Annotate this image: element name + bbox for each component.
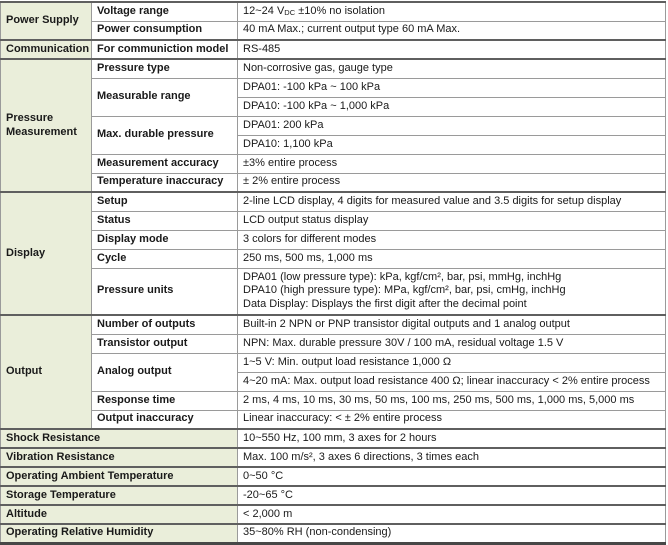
spec-label-cycle: Cycle	[92, 249, 238, 268]
spec-label-temperature-inaccuracy: Temperature inaccuracy	[92, 173, 238, 192]
table-row	[1, 21, 666, 40]
category-cell-output: Output	[1, 315, 92, 429]
spec-label-max-durable-pressure: Max. durable pressure	[92, 116, 238, 154]
spec-value-operating-relative-humidity: 35~80% RH (non-condensing)	[238, 524, 666, 543]
table-row	[1, 353, 666, 372]
table-row	[1, 334, 666, 353]
pressure-units-line-dpa01: DPA01 (low pressure type): kPa, kgf/cm², bar, psi, mmHg, inchHg	[243, 270, 562, 283]
table-row	[1, 391, 666, 410]
pressure-units-line-dpa10: DPA10 (high pressure type): MPa, kgf/cm², bar, psi, cmHg, inchHg	[243, 284, 566, 297]
spec-value-vibration-resistance: Max. 100 m/s², 3 axes 6 directions, 3 times each	[238, 448, 666, 467]
spec-value-power-consumption: 40 mA Max.; current output type 60 mA Max.	[238, 21, 666, 40]
spec-value-shock-resistance: 10~550 Hz, 100 mm, 3 axes for 2 hours	[238, 429, 666, 448]
table-row	[1, 429, 666, 448]
table-row	[1, 40, 666, 59]
spec-label-setup: Setup	[92, 192, 238, 211]
table-row	[1, 154, 666, 173]
table-row	[1, 211, 666, 230]
spec-label-display-mode: Display mode	[92, 230, 238, 249]
spec-label-transistor-output: Transistor output	[92, 334, 238, 353]
category-cell-altitude: Altitude	[1, 505, 238, 524]
spec-value-communication-model: RS-485	[238, 40, 666, 59]
spec-label-voltage-range: Voltage range	[92, 2, 238, 21]
category-cell-pressure-measurement: Pressure Measurement	[1, 59, 92, 192]
spec-value-setup: 2-line LCD display, 4 digits for measured value and 3.5 digits for setup display	[238, 192, 666, 211]
spec-label-output-inaccuracy: Output inaccuracy	[92, 410, 238, 429]
table-row	[1, 448, 666, 467]
spec-value-number-of-outputs: Built-in 2 NPN or PNP transistor digital outputs and 1 analog output	[238, 315, 666, 334]
spec-value-storage-temperature: -20~65 °C	[238, 486, 666, 505]
table-row	[1, 2, 666, 21]
spec-value-max-durable-dpa01: DPA01: 200 kPa	[238, 116, 666, 135]
category-cell-power-supply: Power Supply	[1, 2, 92, 40]
category-cell-storage-temperature: Storage Temperature	[1, 486, 238, 505]
table-row	[1, 467, 666, 486]
spec-label-status: Status	[92, 211, 238, 230]
spec-label-response-time: Response time	[92, 391, 238, 410]
category-cell-operating-ambient-temperature: Operating Ambient Temperature	[1, 467, 238, 486]
spec-value-voltage-range	[238, 2, 666, 21]
category-cell-display: Display	[1, 192, 92, 315]
spec-value-output-inaccuracy: Linear inaccuracy: < ± 2% entire process	[238, 410, 666, 429]
voltage-value-tail: ±10% no isolation	[295, 4, 385, 17]
spec-value-pressure-units	[238, 268, 666, 315]
spec-label-measurement-accuracy: Measurement accuracy	[92, 154, 238, 173]
spec-value-measurable-range-dpa01: DPA01: -100 kPa ~ 100 kPa	[238, 78, 666, 97]
table-row	[1, 116, 666, 135]
spec-value-display-mode: 3 colors for different modes	[238, 230, 666, 249]
spec-value-pressure-type: Non-corrosive gas, gauge type	[238, 59, 666, 78]
table-row	[1, 524, 666, 543]
spec-value-temperature-inaccuracy: ± 2% entire process	[238, 173, 666, 192]
table-row	[1, 59, 666, 78]
spec-value-max-durable-dpa10: DPA10: 1,100 kPa	[238, 135, 666, 154]
pressure-units-line-data-display: Data Display: Displays the first digit after the decimal point	[243, 298, 527, 311]
table-row	[1, 192, 666, 211]
table-row	[1, 78, 666, 97]
spec-value-analog-output-current: 4~20 mA: Max. output load resistance 400 Ω; linear inaccuracy < 2% entire process	[238, 372, 666, 391]
spec-label-power-consumption: Power consumption	[92, 21, 238, 40]
spec-value-status: LCD output status display	[238, 211, 666, 230]
spec-value-operating-ambient-temperature: 0~50 °C	[238, 467, 666, 486]
category-cell-operating-relative-humidity: Operating Relative Humidity	[1, 524, 238, 543]
spec-value-cycle: 250 ms, 500 ms, 1,000 ms	[238, 249, 666, 268]
table-row	[1, 173, 666, 192]
table-row	[1, 249, 666, 268]
category-cell-vibration-resistance: Vibration Resistance	[1, 448, 238, 467]
table-row	[1, 486, 666, 505]
table-row	[1, 505, 666, 524]
spec-value-measurement-accuracy: ±3% entire process	[238, 154, 666, 173]
spec-value-response-time: 2 ms, 4 ms, 10 ms, 30 ms, 50 ms, 100 ms, 250 ms, 500 ms, 1,000 ms, 5,000 ms	[238, 391, 666, 410]
spec-label-measurable-range: Measurable range	[92, 78, 238, 116]
table-row	[1, 410, 666, 429]
category-cell-shock-resistance: Shock Resistance	[1, 429, 238, 448]
spec-label-communication-model: For communiction model	[92, 40, 238, 59]
table-row	[1, 230, 666, 249]
voltage-dc-subscript: DC	[284, 7, 296, 17]
spec-table	[0, 1, 666, 545]
spec-value-measurable-range-dpa10: DPA10: -100 kPa ~ 1,000 kPa	[238, 97, 666, 116]
spec-value-altitude: < 2,000 m	[238, 505, 666, 524]
table-row	[1, 268, 666, 315]
spec-label-pressure-type: Pressure type	[92, 59, 238, 78]
spec-value-transistor-output: NPN: Max. durable pressure 30V / 100 mA, residual voltage 1.5 V	[238, 334, 666, 353]
spec-label-analog-output: Analog output	[92, 353, 238, 391]
spec-value-analog-output-voltage: 1~5 V: Min. output load resistance 1,000 Ω	[238, 353, 666, 372]
voltage-value-text: 12~24 V	[243, 4, 285, 17]
spec-label-number-of-outputs: Number of outputs	[92, 315, 238, 334]
category-cell-communication: Communication	[1, 40, 92, 59]
spec-label-pressure-units: Pressure units	[92, 268, 238, 315]
table-row	[1, 315, 666, 334]
